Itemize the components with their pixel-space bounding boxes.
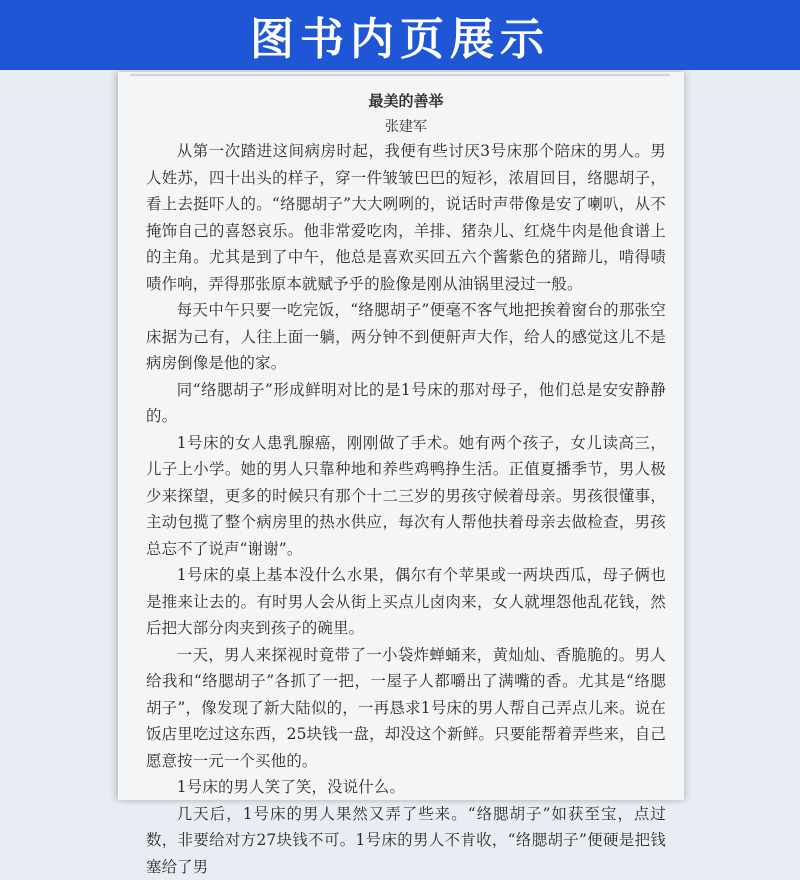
paragraph: 从第一次踏进这间病房时起，我便有些讨厌3号床那个陪床的男人。男人姓苏，四十出头的样子，穿一件皱皱巴巴的短衫，浓眉回目，络腮胡子，看上去挺吓人的。“络腮胡子”大大咧咧的，说话时声带像是安了喇叭，从不掩饰自己的喜怒哀乐。他非常爱吃肉，羊排、猪杂儿、红烧牛肉是他食谱上的主角。尤其是到了中午，他总是喜欢买回五六个酱紫色的猪蹄儿，啃得啧啧作响，弄得那张原本就赋予乎的脸像是刚从油锅里浸过一般。: [146, 138, 666, 297]
article-title: 最美的善举: [146, 90, 666, 110]
article-author: 张建军: [146, 116, 666, 138]
paragraph: 1号床的男人笑了笑，没说什么。: [146, 774, 666, 801]
paragraph: 1号床的桌上基本没什么水果，偶尔有个苹果或一两块西瓜，母子俩也是推来让去的。有时男人会从街上买点儿卤肉来，女人就埋怨他乱花钱，然后把大部分肉夹到孩子的碗里。: [146, 562, 666, 642]
paragraph: 一天，男人来探视时竟带了一小袋炸蝉蛹来，黄灿灿、香脆脆的。男人给我和“络腮胡子”各抓了一把，一屋子人都嚼出了满嘴的香。尤其是“络腮胡子”，像发现了新大陆似的，一再恳求1号床的男人帮自己弄点儿来。说在饭店里吃过这东西，25块钱一盘，却没这个新鲜。只要能帮着弄些来，自己愿意按一元一个买他的。: [146, 642, 666, 775]
paragraph: 1号床的女人患乳腺癌，刚刚做了手术。她有两个孩子，女儿读高三，儿子上小学。她的男人只靠种地和养些鸡鸭挣生活。正值夏播季节，男人极少来探望，更多的时候只有那个十二三岁的男孩守候着母亲。男孩很懂事，主动包揽了整个病房里的热水供应，每次有人帮他扶着母亲去做检查，男孩总忘不了说声“谢谢”。: [146, 430, 666, 563]
article: [146, 84, 666, 880]
banner-title: 图书内页展示: [250, 3, 550, 67]
paragraph: 几天后，1号床的男人果然又弄了些来。“络腮胡子”如获至宝，点过数，非要给对方27块钱不可。1号床的男人不肯收，“络腮胡子”便硬是把钱塞给了男: [146, 801, 666, 880]
banner: [0, 0, 800, 70]
paragraph: 同“络腮胡子”形成鲜明对比的是1号床的那对母子，他们总是安安静静的。: [146, 377, 666, 430]
paragraph: 每天中午只要一吃完饭，“络腮胡子”便毫不客气地把挨着窗台的那张空床据为己有，人往上面一躺，两分钟不到便鼾声大作，给人的感觉这儿不是病房倒像是他的家。: [146, 297, 666, 377]
